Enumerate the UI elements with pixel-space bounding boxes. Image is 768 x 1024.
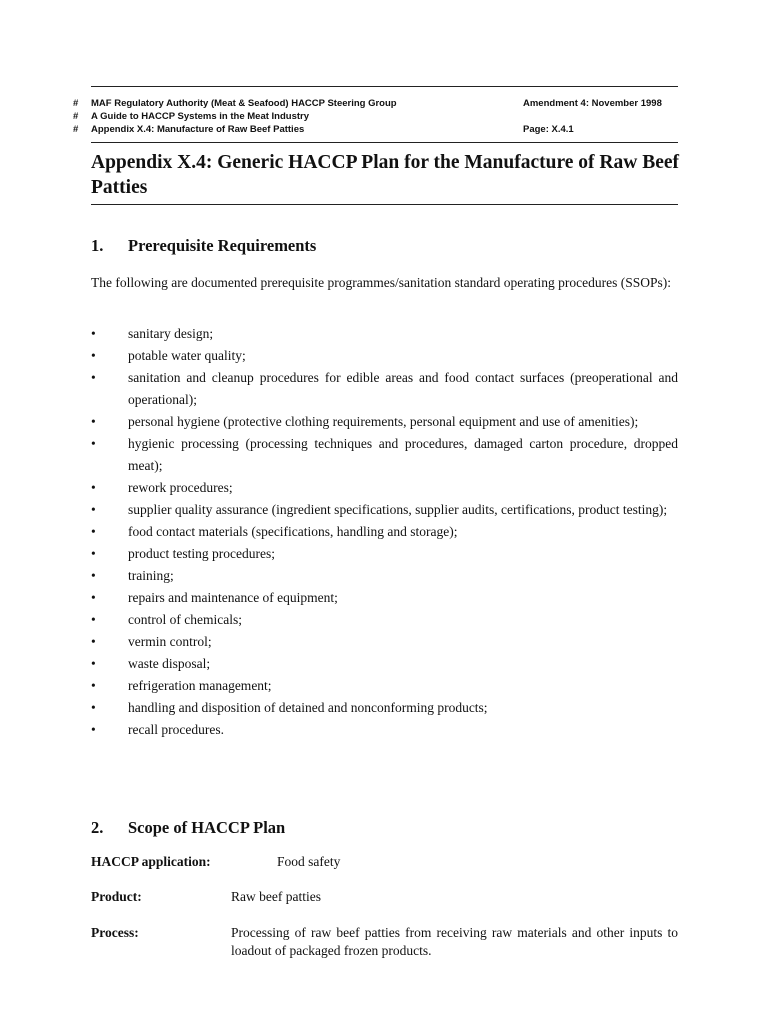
header-amendment: Amendment 4: November 1998 <box>523 98 662 109</box>
title-bottom-rule <box>91 204 678 205</box>
section-number: 1. <box>91 236 104 255</box>
bullet-icon: • <box>91 590 96 605</box>
bullet-icon: • <box>91 568 96 583</box>
header-guide-title: A Guide to HACCP Systems in the Meat Industry <box>91 111 310 122</box>
list-item-text: rework procedures; <box>128 480 233 495</box>
header-line <box>73 123 678 136</box>
section-heading-scope <box>91 818 285 838</box>
scope-process-value: Processing of raw beef patties from receiving raw materials and other inputs to loadout of packaged frozen products. <box>231 925 678 958</box>
list-item-text: training; <box>128 568 174 583</box>
list-item <box>91 521 678 543</box>
bullet-icon: • <box>91 546 96 561</box>
bullet-icon: • <box>91 678 96 693</box>
section-title: Scope of HACCP Plan <box>128 818 286 837</box>
header-top-rule <box>91 86 678 87</box>
list-item-text: refrigeration management; <box>128 678 272 693</box>
section-heading-prerequisites <box>91 236 316 256</box>
list-item <box>91 697 678 719</box>
list-item <box>91 499 678 521</box>
section-title: Prerequisite Requirements <box>128 236 317 255</box>
list-item <box>91 411 678 433</box>
list-item <box>91 345 678 367</box>
list-item <box>91 609 678 631</box>
bullet-icon: • <box>91 634 96 649</box>
bullet-icon: • <box>91 326 96 341</box>
header-appendix: Appendix X.4: Manufacture of Raw Beef Patties <box>91 124 305 135</box>
prerequisites-list <box>91 323 678 741</box>
list-item <box>91 587 678 609</box>
list-item <box>91 367 678 411</box>
scope-process-label: Process: <box>91 925 139 940</box>
header-hash: # <box>73 98 79 109</box>
header-line <box>73 110 678 123</box>
page-title: Appendix X.4: Generic HACCP Plan for the Manufacture of Raw Beef Patties <box>91 152 680 198</box>
bullet-icon: • <box>91 348 96 363</box>
scope-application-value: Food safety <box>277 854 341 869</box>
list-item <box>91 719 678 741</box>
bullet-icon: • <box>91 436 96 451</box>
list-item-text: sanitation and cleanup procedures for edible areas and food contact surfaces (preoperational and operational); <box>128 370 678 407</box>
header-page-number: Page: X.4.1 <box>523 124 574 135</box>
bullet-icon: • <box>91 524 96 539</box>
section-number: 2. <box>91 818 104 837</box>
list-item-text: recall procedures. <box>128 722 224 737</box>
list-item <box>91 477 678 499</box>
list-item-text: sanitary design; <box>128 326 214 341</box>
list-item-text: hygienic processing (processing techniques and procedures, damaged carton procedure, dropped meat); <box>128 436 678 473</box>
list-item-text: handling and disposition of detained and nonconforming products; <box>128 700 488 715</box>
list-item <box>91 565 678 587</box>
list-item-text: food contact materials (specifications, handling and storage); <box>128 524 458 539</box>
header-line <box>73 97 678 110</box>
bullet-icon: • <box>91 612 96 627</box>
title-top-rule <box>91 142 678 143</box>
scope-application-label: HACCP application: <box>91 854 211 869</box>
scope-product-label: Product: <box>91 889 142 904</box>
list-item <box>91 433 678 477</box>
list-item-text: vermin control; <box>128 634 212 649</box>
bullet-icon: • <box>91 722 96 737</box>
bullet-icon: • <box>91 414 96 429</box>
bullet-icon: • <box>91 656 96 671</box>
list-item <box>91 675 678 697</box>
bullet-icon: • <box>91 700 96 715</box>
list-item-text: potable water quality; <box>128 348 246 363</box>
running-header <box>73 97 678 136</box>
list-item <box>91 631 678 653</box>
list-item <box>91 323 678 345</box>
bullet-icon: • <box>91 370 96 385</box>
list-item-text: repairs and maintenance of equipment; <box>128 590 338 605</box>
bullet-icon: • <box>91 502 96 517</box>
list-item <box>91 653 678 675</box>
bullet-icon: • <box>91 480 96 495</box>
list-item <box>91 543 678 565</box>
header-hash: # <box>73 111 79 122</box>
header-hash: # <box>73 124 79 135</box>
list-item-text: waste disposal; <box>128 656 211 671</box>
scope-product-value: Raw beef patties <box>231 889 321 904</box>
prerequisites-intro: The following are documented prerequisite programmes/sanitation standard operating procedures (SSOPs): <box>91 275 671 290</box>
header-organisation: MAF Regulatory Authority (Meat & Seafood) HACCP Steering Group <box>91 98 397 109</box>
list-item-text: supplier quality assurance (ingredient specifications, supplier audits, certifications, product testing); <box>128 502 668 517</box>
list-item-text: control of chemicals; <box>128 612 242 627</box>
list-item-text: personal hygiene (protective clothing requirements, personal equipment and use of amenities); <box>128 414 639 429</box>
list-item-text: product testing procedures; <box>128 546 275 561</box>
